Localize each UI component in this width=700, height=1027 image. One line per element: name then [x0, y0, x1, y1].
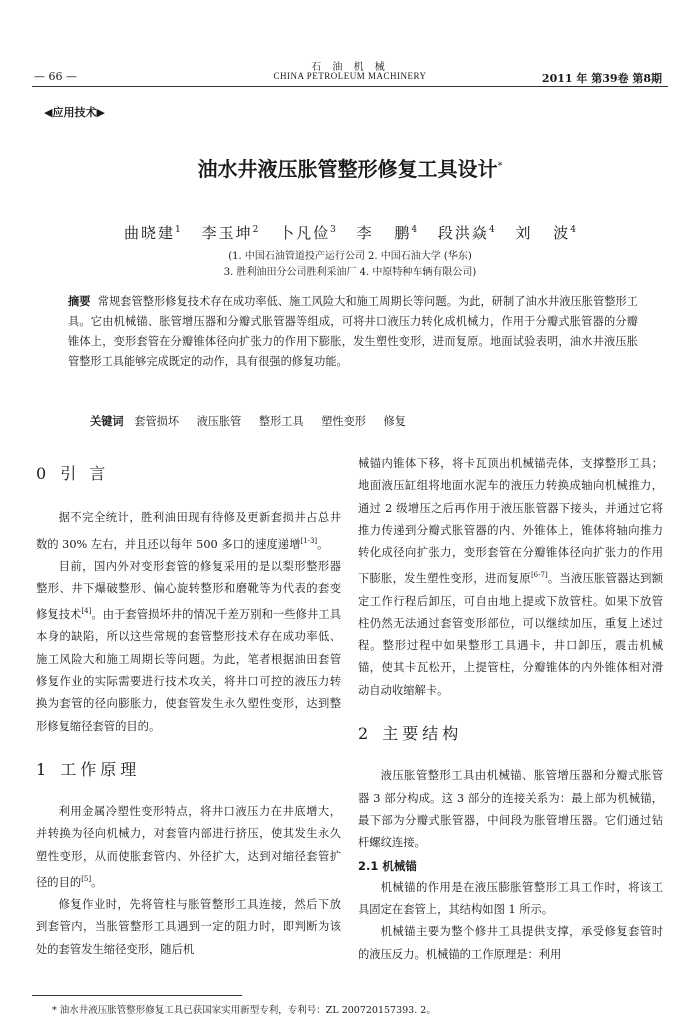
- abstract: [68, 292, 638, 372]
- citation: [1-3]: [300, 536, 318, 545]
- section-heading: 1 工作原理: [36, 759, 141, 779]
- paragraph: 利用金属冷塑性变形特点，将井口液压力在井底增大，并转换为径向机械力，对套管内部进行挤压，使其发生永久塑性变形，从而使胀套管内、外径扩大，达到对缩径套管扩径的目的[5]。: [36, 805, 341, 889]
- paragraph: 机械锚的作用是在液压膨胀管整形工具工作时，将该工具固定在套管上，其结构如图 1 所示。: [358, 880, 663, 917]
- keywords: [90, 413, 420, 429]
- paragraph: 目前，国内外对变形套管的修复采用的是以梨形整形器整形、井下爆破整形、偏心旋转整形和磨靴等为代表的套变修复技术[4]。由于套管损坏井的情况千差万别和一些修井工具本身的缺陷，所以这些常规的套管整形技术存在成功率低、施工风险大和施工周期长等问题。为此，笔者根据油田套管修复作业的实际需要进行技术攻关，将井口可控的液压力转换为套管的径向膨胀力，使套管发生永久塑性变形，达到整形修复缩径套管的目的。: [36, 559, 341, 733]
- author: 李 鹏$^4$: [356, 224, 418, 242]
- abstract-label: 摘要: [68, 295, 91, 308]
- left-column: [36, 463, 341, 961]
- author: 段洪焱$^4$: [437, 224, 495, 242]
- author: 李玉坤$^2$: [201, 224, 259, 242]
- paragraph: 据不完全统计，胜利油田现有待修及更新套损井占总井数的 30% 左右，并且还以每年 500 多口的速度递增[1-3]。: [36, 511, 341, 551]
- journal-name-en: CHINA PETROLEUM MACHINERY: [273, 71, 427, 81]
- citation: [4]: [81, 607, 92, 616]
- keyword: 塑性变形: [321, 415, 366, 428]
- abstract-text: 常规套管整形修复技术存在成功率低、施工风险大和施工周期长等问题。为此，研制了油水井液压胀管整形工具。它由机械锚、胀管增压器和分瓣式胀管器等组成，可将井口液压力转化成机械力，作用于分瓣式胀管器的分瓣锥体上，变形套管在分瓣锥体径向扩张力的作用下膨胀，发生塑性变形，进而复原。地面试验表明，油水井液压胀管整形工具能够完成既定的动作，具有很强的修复功能。: [68, 295, 638, 368]
- column-tag: ◀应用技术▶: [44, 106, 105, 119]
- paragraph: 液压胀管整形工具由机械锚、胀管增压器和分瓣式胀管器 3 部分构成。这 3 部分的连接关系为：最上部为机械锚，最下部为分瓣式胀管器，中间段为胀管增压器。它们通过钻杆螺纹连接。: [358, 769, 663, 850]
- footnote: * 油水井液压胀管整形修复工具已获国家实用新型专利，专利号：ZL 200720157393. 2。: [52, 1005, 436, 1016]
- author: 曲晓建$^1$: [124, 224, 181, 242]
- keyword: 液压胀管: [196, 415, 242, 428]
- article-title: [0, 153, 700, 182]
- paragraph: 修复作业时，先将管柱与胀管整形工具连接，然后下放到套管内，当胀管整形工具遇到一定的阻力时，即判断为该处的套管发生缩径变形，随后机: [36, 898, 341, 956]
- paragraph: 械锚内锥体下移，将卡瓦顶出机械锚壳体，支撑整形工具；地面液压缸组将地面水泥车的液压力转换成轴向机械推力，通过 2 级增压之后再作用于液压胀管器下接头，并通过它将推力传递到分瓣式胀管器的内、外锥体上，锥体将轴向推力转化成径向扩张力，变形套管在分瓣锥体径向扩张力的作用下膨胀，发生塑性变形，进而复原[6-7]。当液压胀管器达到额定工作行程后卸压，可自由地上提或下放管柱。如果下放管柱仍然无法通过套管变形部位，可以继续加压，重复上述过程。整形过程中如果整形工具遇卡，井口卸压，震击机械锚，使其卡瓦松开，上提管柱，分瓣锥体的内外锥体相对滑动自动收缩解卡。: [358, 457, 663, 697]
- title-footnote-mark: *: [497, 160, 503, 172]
- page-number: — 66 —: [34, 70, 77, 83]
- journal-name-cn: 石 油 机 械: [311, 62, 389, 73]
- citation: [6-7]: [530, 571, 548, 580]
- header-rule: [32, 86, 668, 87]
- section-heading: 0 引 言: [36, 464, 110, 483]
- keyword: 整形工具: [258, 415, 304, 428]
- affiliation-line: (1. 中国石油管道投产运行公司 2. 中国石油大学 (华东): [228, 251, 472, 262]
- keyword: 修复: [383, 415, 406, 428]
- issue-info: 2011 年 第39卷 第8期: [541, 72, 662, 85]
- right-column: [358, 453, 663, 966]
- keywords-label: 关键词: [90, 415, 124, 428]
- title-text: 油水井液压胀管整形修复工具设计: [197, 157, 498, 181]
- section-heading: 2 主要结构: [358, 724, 463, 744]
- citation: [5]: [81, 874, 92, 883]
- paragraph: 机械锚主要为整个修井工具提供支撑，承受修复套管时的液压反力。机械锚的工作原理是：利用: [358, 925, 663, 961]
- author: 卜凡俭$^3$: [279, 224, 336, 242]
- subsection-heading: 2.1 机械锚: [358, 858, 417, 873]
- author: 刘 波$^4$: [515, 224, 576, 242]
- keyword: 套管损坏: [134, 415, 180, 428]
- affiliation-line: 3. 胜利油田分公司胜利采油厂 4. 中原特种车辆有限公司): [223, 267, 477, 278]
- author-list: [0, 222, 700, 243]
- footnote-rule: [32, 995, 242, 996]
